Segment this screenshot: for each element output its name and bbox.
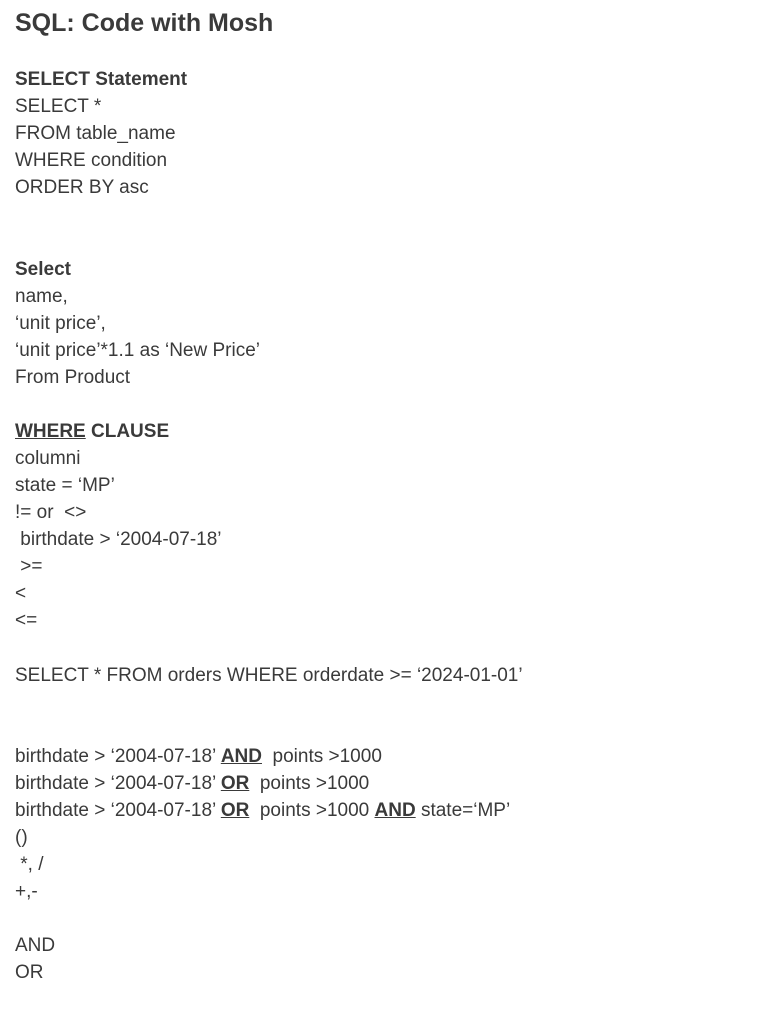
select-example-heading: Select [15,259,71,280]
and-operator: AND [374,800,416,821]
where-line: <= [15,610,38,631]
logic-text: birthdate > ‘2004-07-18’ [15,746,221,767]
logic-line [15,745,382,769]
select-line: FROM table_name [15,123,176,144]
logic-text: state=‘MP’ [415,800,511,821]
where-line: != or <> [15,502,87,523]
precedence-line: +,- [15,881,38,902]
where-heading-underlined: WHERE [15,421,86,442]
and-operator: AND [220,746,262,767]
page-title: SQL: Code with Mosh [15,9,274,37]
logic-text: points >1000 [261,746,382,767]
select-example-line: ‘unit price’, [15,313,106,334]
where-heading [15,420,169,444]
precedence-line: *, / [15,854,44,875]
select-line: SELECT * [15,96,102,117]
select-line: ORDER BY asc [15,177,149,198]
operator-line: OR [15,962,44,983]
logic-line [15,799,510,823]
logic-text: birthdate > ‘2004-07-18’ [15,800,221,821]
where-line: columni [15,448,81,469]
where-query: SELECT * FROM orders WHERE orderdate >= ‘2024-01-01’ [15,665,523,686]
logic-text: points >1000 [249,800,375,821]
precedence-line: () [15,827,28,848]
where-line: state = ‘MP’ [15,475,115,496]
logic-text: points >1000 [249,773,370,794]
operator-line: AND [15,935,56,956]
select-heading: SELECT Statement [15,69,188,90]
where-line: birthdate > ‘2004-07-18’ [15,529,222,550]
select-example-line: name, [15,286,68,307]
logic-line [15,772,369,796]
where-line: < [15,583,27,604]
select-example-line: From Product [15,367,131,388]
select-line: WHERE condition [15,150,168,171]
where-line: >= [15,556,43,577]
logic-text: birthdate > ‘2004-07-18’ [15,773,221,794]
select-example-line: ‘unit price’*1.1 as ‘New Price’ [15,340,260,361]
where-heading-rest: CLAUSE [85,421,170,442]
or-operator: OR [220,773,250,794]
or-operator: OR [220,800,250,821]
